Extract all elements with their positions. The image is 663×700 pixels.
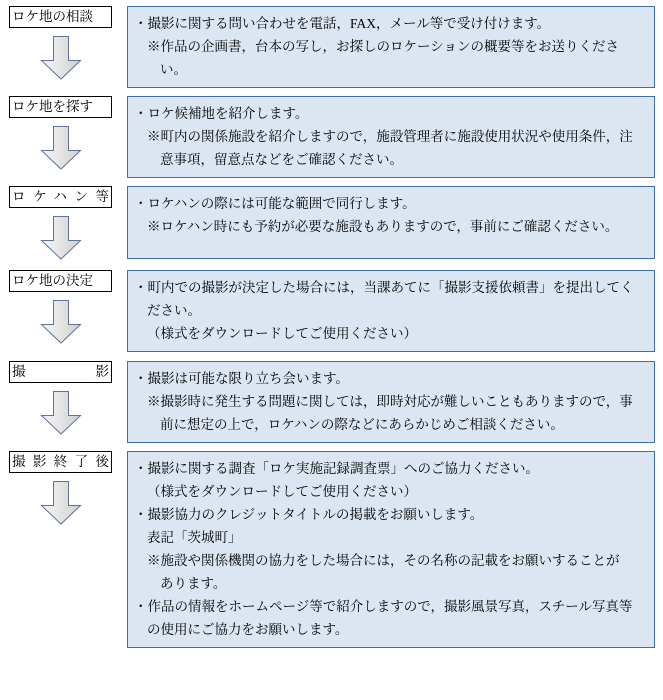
- step-arrow: [9, 208, 112, 261]
- content-line: 前に想定の上で，ロケハンの際などにあらかじめご相談ください。: [160, 417, 564, 432]
- step-label-box: 撮影終了後: [9, 451, 112, 473]
- step-gap: [8, 443, 655, 451]
- content-line: ・撮影は可能な限り立ち会います。: [134, 371, 349, 386]
- content-line: ・町内での撮影が決定した場合には，当課あてに「撮影支援依頼書」を提出してく: [134, 280, 634, 295]
- flow-step: [8, 96, 655, 178]
- content-line: ・ロケハンの際には可能な範囲で同行します。: [134, 196, 416, 211]
- content-line: ださい。: [147, 303, 201, 318]
- step-content-box: [127, 96, 655, 178]
- content-line: 意事項，留意点などをご確認ください。: [160, 152, 403, 167]
- step-left-column: [8, 6, 113, 81]
- content-line: ・撮影協力のクレジットタイトルの掲載をお願いします。: [134, 507, 484, 522]
- step-arrow: [9, 383, 112, 436]
- flow-step: [8, 361, 655, 443]
- step-content-box: [127, 186, 655, 259]
- step-label-box: ロケ地の決定: [9, 270, 112, 292]
- flow-step: [8, 186, 655, 261]
- content-line: ・撮影に関する問い合わせを電話，FAX，メール等で受け付けます。: [134, 16, 551, 31]
- step-arrow: [9, 473, 112, 526]
- flow-step: [8, 451, 655, 648]
- flow-step: [8, 6, 655, 88]
- down-arrow-icon: [39, 125, 83, 171]
- step-content-box: [127, 6, 655, 88]
- step-label-box: ロケハン等: [9, 186, 112, 208]
- step-content-box: [127, 451, 655, 648]
- down-arrow-icon: [39, 480, 83, 526]
- step-label-box: 撮影: [9, 361, 112, 383]
- content-line: い。: [160, 62, 187, 77]
- down-arrow-icon: [39, 299, 83, 345]
- step-arrow: [9, 118, 112, 171]
- step-gap: [8, 178, 655, 186]
- down-arrow-icon: [39, 390, 83, 436]
- content-line: あります。: [160, 576, 227, 591]
- step-gap: [8, 261, 655, 270]
- content-line: ※町内の関係施設を紹介しますので，施設管理者に施設使用状況や使用条件，注: [147, 129, 633, 144]
- step-content-box: [127, 361, 655, 443]
- down-arrow-icon: [39, 35, 83, 81]
- step-left-column: [8, 96, 113, 171]
- step-left-column: [8, 270, 113, 345]
- content-line: ※作品の企画書，台本の写し，お探しのロケーションの概要等をお送りくださ: [147, 39, 619, 54]
- step-label-box: ロケ地を探す: [9, 96, 112, 118]
- content-line: ・撮影に関する調査「ロケ実施記録調査票」へのご協力ください。: [134, 461, 539, 476]
- step-gap: [8, 352, 655, 361]
- content-line: ※施設や関係機関の協力をした場合には，その名称の記載をお願いすることが: [147, 553, 620, 568]
- step-arrow: [9, 28, 112, 81]
- step-gap: [8, 88, 655, 96]
- content-line: （様式をダウンロードしてご使用ください）: [147, 326, 417, 341]
- step-label-box: ロケ地の相談: [9, 6, 112, 28]
- flow-step: [8, 270, 655, 352]
- content-line: の使用にご協力をお願いします。: [147, 622, 349, 637]
- step-left-column: [8, 451, 113, 526]
- content-line: ・ロケ候補地を紹介します。: [134, 106, 309, 121]
- content-line: ※ロケハン時にも予約が必要な施設もありますので，事前にご確認ください。: [147, 219, 619, 234]
- down-arrow-icon: [39, 215, 83, 261]
- step-arrow: [9, 292, 112, 345]
- step-left-column: [8, 361, 113, 436]
- step-content-box: [127, 270, 655, 352]
- content-line: （様式をダウンロードしてご使用ください）: [147, 484, 417, 499]
- step-left-column: [8, 186, 113, 261]
- content-line: ・作品の情報をホームページ等で紹介しますので，撮影風景写真，スチール写真等: [134, 599, 633, 614]
- content-line: ※撮影時に発生する問題に関しては，即時対応が難しいこともありますので，事: [147, 394, 633, 409]
- content-line: 表記「茨城町」: [147, 530, 242, 545]
